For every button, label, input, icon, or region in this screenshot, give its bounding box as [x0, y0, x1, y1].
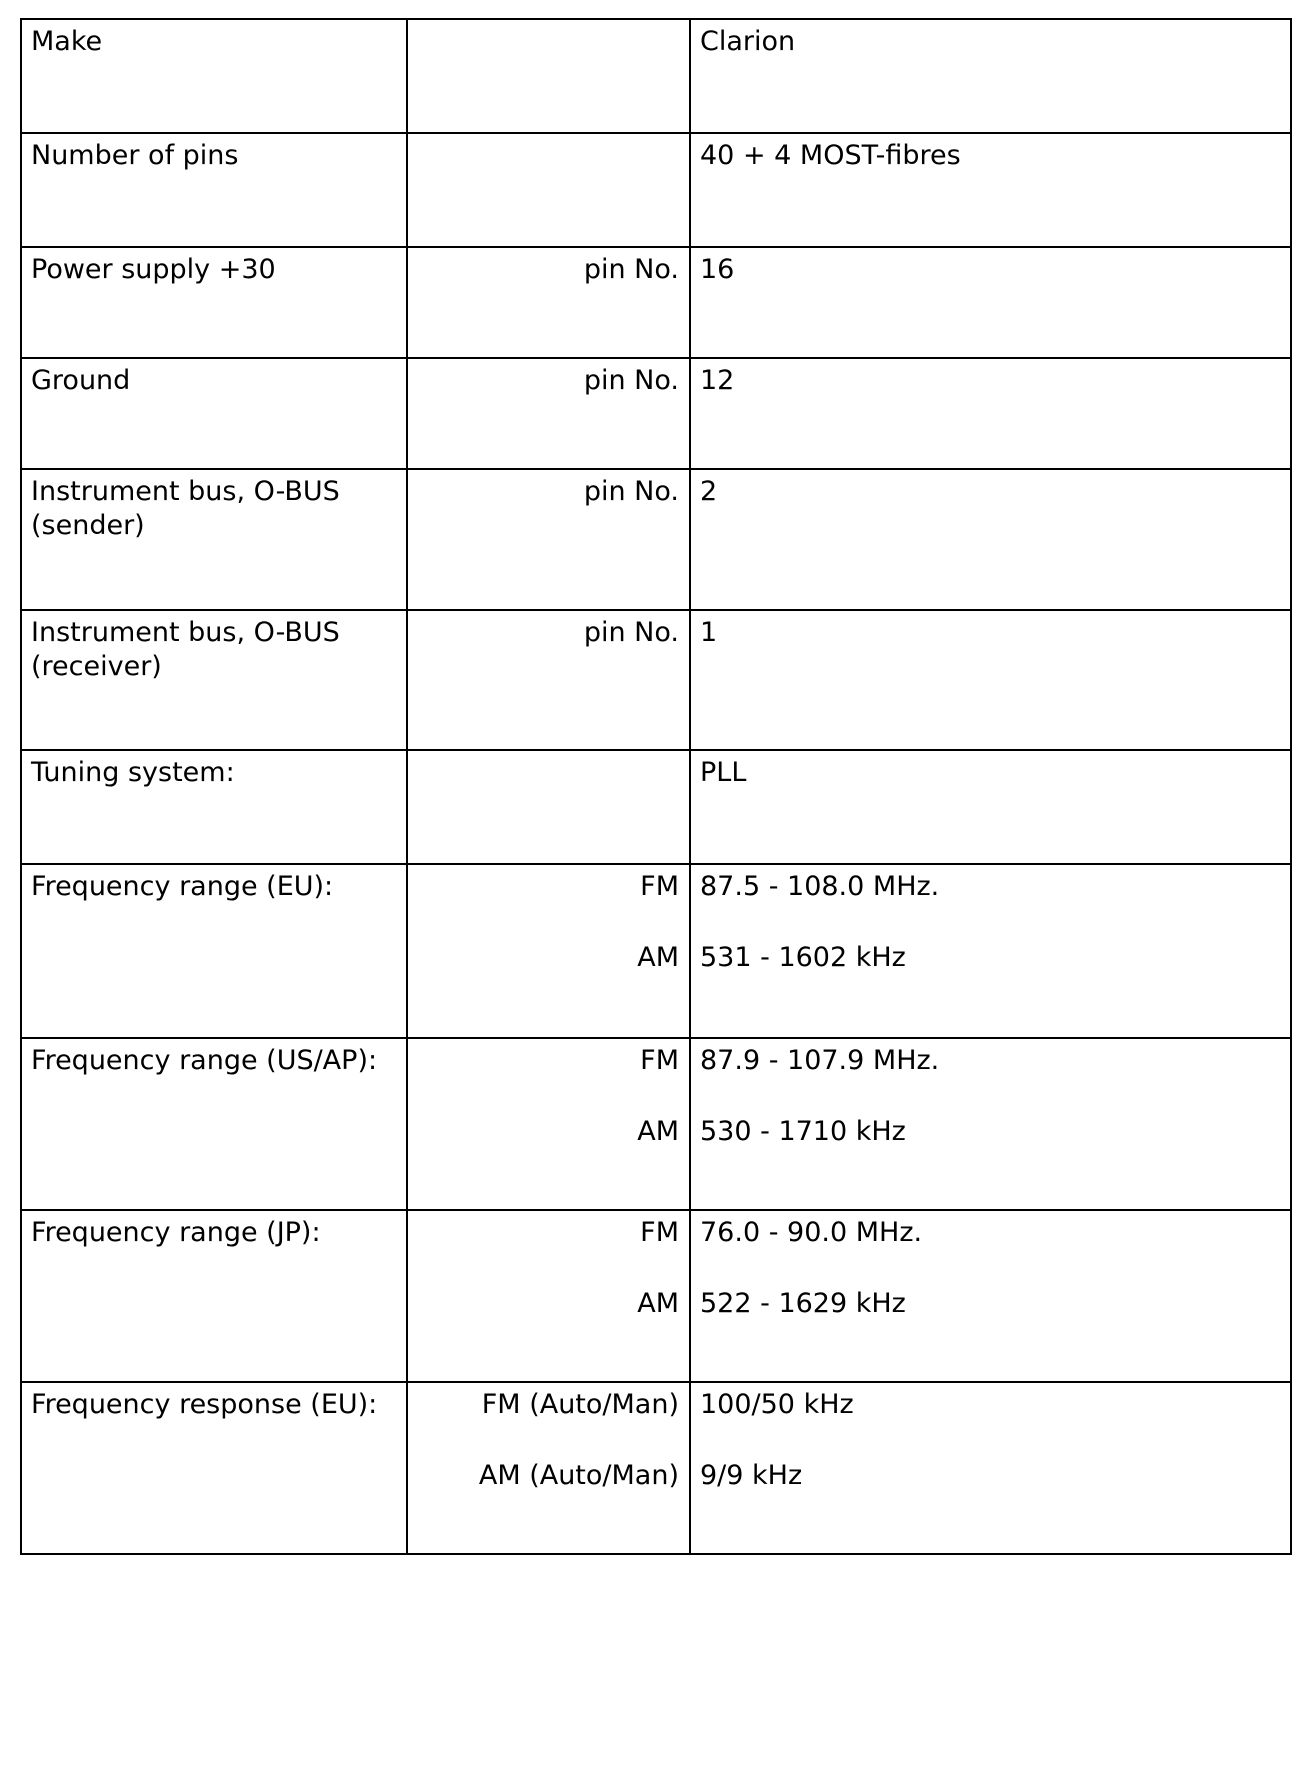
label-text: Tuning system:	[31, 757, 235, 788]
row-unit	[407, 1382, 690, 1554]
row-unit	[407, 358, 690, 469]
row-label	[21, 358, 407, 469]
row-label	[21, 469, 407, 610]
row-label	[21, 750, 407, 864]
unit-text: AM	[637, 942, 679, 973]
label-text: Instrument bus, O-BUS (sender)	[31, 476, 340, 541]
unit-text: FM (Auto/Man)	[481, 1389, 679, 1420]
value-text: 76.0 - 90.0 MHz.	[700, 1217, 923, 1248]
label-text: Frequency range (EU):	[31, 871, 334, 902]
value-text: 40 + 4 MOST-fibres	[700, 140, 961, 171]
table-row-frequency-range-eu	[21, 864, 1291, 1038]
row-label	[21, 1038, 407, 1210]
label-text: Frequency range (JP):	[31, 1217, 321, 1248]
row-unit	[407, 610, 690, 750]
unit-text: FM	[640, 871, 679, 902]
row-value	[690, 469, 1291, 610]
unit-text: pin No.	[583, 476, 679, 507]
table-row-frequency-range-jp	[21, 1210, 1291, 1382]
label-text: Frequency response (EU):	[31, 1389, 378, 1420]
unit-text: AM (Auto/Man)	[478, 1460, 679, 1491]
label-text: Ground	[31, 365, 131, 396]
row-label	[21, 19, 407, 133]
value-text: 2	[700, 476, 718, 507]
row-value	[690, 750, 1291, 864]
value-text: 16	[700, 254, 735, 285]
value-text: 100/50 kHz	[700, 1389, 854, 1420]
label-text: Power supply +30	[31, 254, 276, 285]
unit-text: FM	[640, 1045, 679, 1076]
value-text: 531 - 1602 kHz	[700, 942, 906, 973]
unit-text: AM	[637, 1288, 679, 1319]
value-text: PLL	[700, 757, 747, 788]
label-text: Frequency range (US/AP):	[31, 1045, 378, 1076]
row-value	[690, 19, 1291, 133]
unit-text: pin No.	[583, 254, 679, 285]
row-unit	[407, 247, 690, 358]
row-value	[690, 1210, 1291, 1382]
row-label	[21, 1210, 407, 1382]
value-text: 530 - 1710 kHz	[700, 1116, 906, 1147]
unit-text: AM	[637, 1116, 679, 1147]
unit-text: FM	[640, 1217, 679, 1248]
row-label	[21, 247, 407, 358]
table-row-make	[21, 19, 1291, 133]
value-text: 87.5 - 108.0 MHz.	[700, 871, 940, 902]
table-row-frequency-range-us-ap	[21, 1038, 1291, 1210]
row-unit	[407, 750, 690, 864]
row-value	[690, 864, 1291, 1038]
unit-text: pin No.	[583, 365, 679, 396]
value-text: 87.9 - 107.9 MHz.	[700, 1045, 940, 1076]
row-label	[21, 610, 407, 750]
unit-text: pin No.	[583, 617, 679, 648]
value-text: 9/9 kHz	[700, 1460, 803, 1491]
row-value	[690, 358, 1291, 469]
row-unit	[407, 1038, 690, 1210]
table-row-frequency-response-eu	[21, 1382, 1291, 1554]
row-unit	[407, 133, 690, 247]
label-text: Instrument bus, O-BUS (receiver)	[31, 617, 340, 682]
row-label	[21, 1382, 407, 1554]
value-text: 522 - 1629 kHz	[700, 1288, 906, 1319]
row-value	[690, 1382, 1291, 1554]
row-value	[690, 247, 1291, 358]
row-unit	[407, 1210, 690, 1382]
table-row-number-of-pins	[21, 133, 1291, 247]
row-unit	[407, 864, 690, 1038]
value-text: 1	[700, 617, 718, 648]
row-value	[690, 1038, 1291, 1210]
row-unit	[407, 19, 690, 133]
table-row-tuning-system	[21, 750, 1291, 864]
table-row-ground	[21, 358, 1291, 469]
row-label	[21, 864, 407, 1038]
value-text: 12	[700, 365, 735, 396]
specifications-table	[20, 18, 1292, 1555]
table-row-instrument-bus-receiver	[21, 610, 1291, 750]
label-text: Make	[31, 26, 103, 57]
table-row-power-supply	[21, 247, 1291, 358]
label-text: Number of pins	[31, 140, 239, 171]
value-text: Clarion	[700, 26, 796, 57]
row-value	[690, 610, 1291, 750]
table-row-instrument-bus-sender	[21, 469, 1291, 610]
row-label	[21, 133, 407, 247]
row-unit	[407, 469, 690, 610]
row-value	[690, 133, 1291, 247]
